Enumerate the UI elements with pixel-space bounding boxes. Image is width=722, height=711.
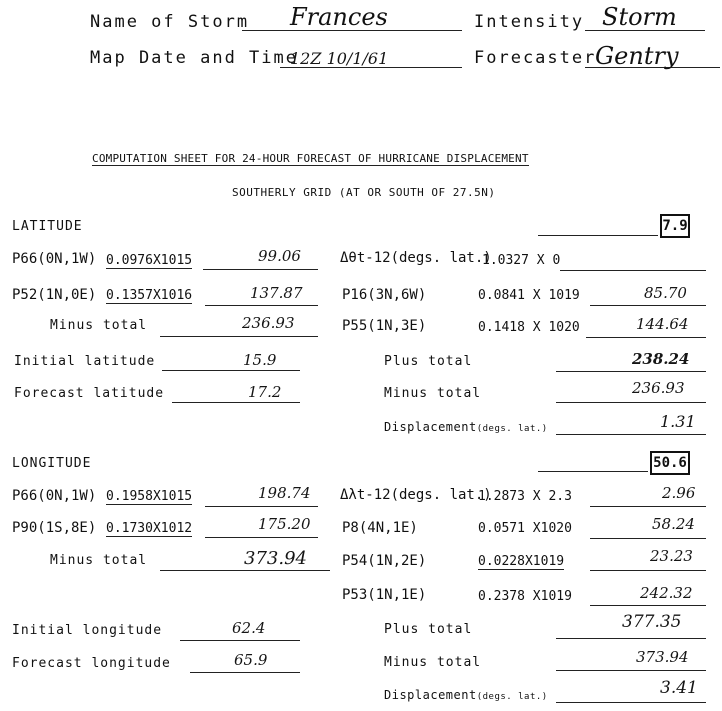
lon-minus-total-line [160, 570, 330, 571]
lat-p16-value: 85.70 [644, 284, 687, 302]
longitude-result-box: 50.6 [650, 451, 690, 475]
lon-minus2-line [556, 670, 706, 671]
lat-minus-total-label: Minus total [50, 318, 148, 333]
lon-minus-total-value: 373.94 [244, 548, 307, 569]
lat-minus2-value: 236.93 [632, 379, 685, 397]
lon-dlambda-coef: 1.2873 X 2.3 [478, 489, 572, 504]
lat-initial-line [162, 370, 300, 371]
lat-plus-total-line [556, 371, 706, 372]
lat-plus-total-value: 238.24 [632, 350, 690, 368]
lat-p55-coef: 0.1418 X 1020 [478, 320, 580, 335]
lat-p52-label: P52(1N,0E) [12, 287, 97, 303]
lat-displacement-value: 1.31 [660, 412, 696, 431]
storm-name-value: Frances [290, 3, 388, 31]
map-date-label: Map Date and Time [90, 48, 298, 68]
lat-p16-line [590, 305, 706, 306]
lon-p8-value: 58.24 [652, 515, 695, 533]
lon-minus2-label: Minus total [384, 655, 482, 670]
lat-p52-value: 137.87 [250, 284, 303, 302]
lat-minus-total-line [160, 336, 318, 337]
lat-plus-total-label: Plus total [384, 354, 473, 369]
lon-p53-label: P53(1N,1E) [342, 587, 427, 603]
lon-displacement-label: Displacement(degs. lat.) [384, 688, 548, 702]
lon-p54-coef: 0.0228X1019 [478, 554, 565, 569]
lon-initial-label: Initial longitude [12, 623, 163, 638]
lon-p53-line [590, 605, 706, 606]
sheet-title: COMPUTATION SHEET FOR 24-HOUR FORECAST OF HURRICANE DISPLACEMENT [92, 152, 529, 165]
intensity-label: Intensity [474, 12, 585, 32]
lon-forecast-value: 65.9 [234, 651, 268, 669]
lon-minus2-value: 373.94 [636, 648, 689, 666]
lat-p55-line [586, 337, 706, 338]
lon-plus-total-line [556, 638, 706, 639]
lon-dlambda-value: 2.96 [662, 484, 696, 502]
lat-p66-value: 99.06 [258, 247, 301, 265]
intensity-value: Storm [602, 3, 677, 31]
lat-dtheta-coef: 1.0327 X 0 [482, 253, 561, 268]
lon-forecast-line [190, 672, 300, 673]
lat-displacement-label: Displacement(degs. lat.) [384, 420, 548, 434]
lat-dtheta-label: Δθt-12(degs. lat.) [340, 250, 492, 266]
lon-p90-line [205, 537, 318, 538]
lon-p8-line [590, 538, 706, 539]
lat-p16-label: P16(3N,6W) [342, 287, 427, 303]
lat-forecast-line [172, 402, 300, 403]
lon-p53-value: 242.32 [640, 584, 693, 602]
lat-p55-label: P55(1N,3E) [342, 318, 427, 334]
lon-plus-total-label: Plus total [384, 622, 473, 637]
lon-p54-label: P54(1N,2E) [342, 553, 427, 569]
latitude-result-box: 7.9 [660, 214, 690, 238]
lon-minus-total-label: Minus total [50, 553, 148, 568]
lat-p66-label: P66(0N,1W) [12, 251, 97, 267]
lat-forecast-label: Forecast latitude [14, 386, 165, 401]
lat-initial-value: 15.9 [243, 351, 277, 369]
forecaster-value: Gentry [595, 42, 679, 70]
lon-plus-total-value: 377.35 [622, 612, 682, 632]
lon-p66-line [205, 506, 318, 507]
lat-dtheta-line [560, 270, 706, 271]
lat-minus2-label: Minus total [384, 386, 482, 401]
longitude-box-line [538, 471, 648, 472]
lon-p8-coef: 0.0571 X1020 [478, 521, 572, 536]
lat-displacement-line [556, 434, 706, 435]
forecaster-label: Forecaster [474, 48, 597, 68]
lat-p66-line [203, 269, 318, 270]
lon-initial-line [180, 640, 300, 641]
lon-displacement-value: 3.41 [660, 678, 698, 698]
lat-p55-value: 144.64 [636, 315, 689, 333]
lat-p52-line [205, 305, 318, 306]
lon-p90-value: 175.20 [258, 515, 311, 533]
lat-p66-coef: 0.0976X1015 [106, 253, 193, 268]
lon-forecast-label: Forecast longitude [12, 656, 171, 671]
lon-p90-coef: 0.1730X1012 [106, 521, 193, 536]
lat-minus2-line [556, 402, 706, 403]
longitude-heading: LONGITUDE [12, 456, 92, 471]
lon-p8-label: P8(4N,1E) [342, 520, 418, 536]
lon-dlambda-line [590, 506, 706, 507]
lon-p54-line [590, 570, 706, 571]
lat-forecast-value: 17.2 [248, 383, 282, 401]
lon-p66-label: P66(0N,1W) [12, 488, 97, 504]
lat-initial-label: Initial latitude [14, 354, 156, 369]
map-date-value: 12Z 10/1/61 [290, 49, 389, 68]
lat-p52-coef: 0.1357X1016 [106, 288, 193, 303]
lon-initial-value: 62.4 [232, 619, 266, 637]
lon-p66-coef: 0.1958X1015 [106, 489, 193, 504]
storm-name-label: Name of Storm [90, 12, 250, 32]
lon-displacement-line [556, 702, 706, 703]
lat-minus-total-value: 236.93 [242, 314, 295, 332]
lon-p53-coef: 0.2378 X1019 [478, 589, 572, 604]
latitude-box-line [538, 235, 658, 236]
latitude-heading: LATITUDE [12, 219, 83, 234]
lat-p16-coef: 0.0841 X 1019 [478, 288, 580, 303]
lon-dlambda-label: Δλt-12(degs. lat.) [340, 487, 492, 503]
lon-p90-label: P90(1S,8E) [12, 520, 97, 536]
lon-p66-value: 198.74 [258, 484, 311, 502]
sheet-subtitle: SOUTHERLY GRID (AT OR SOUTH OF 27.5N) [232, 186, 496, 199]
lon-p54-value: 23.23 [650, 547, 693, 565]
